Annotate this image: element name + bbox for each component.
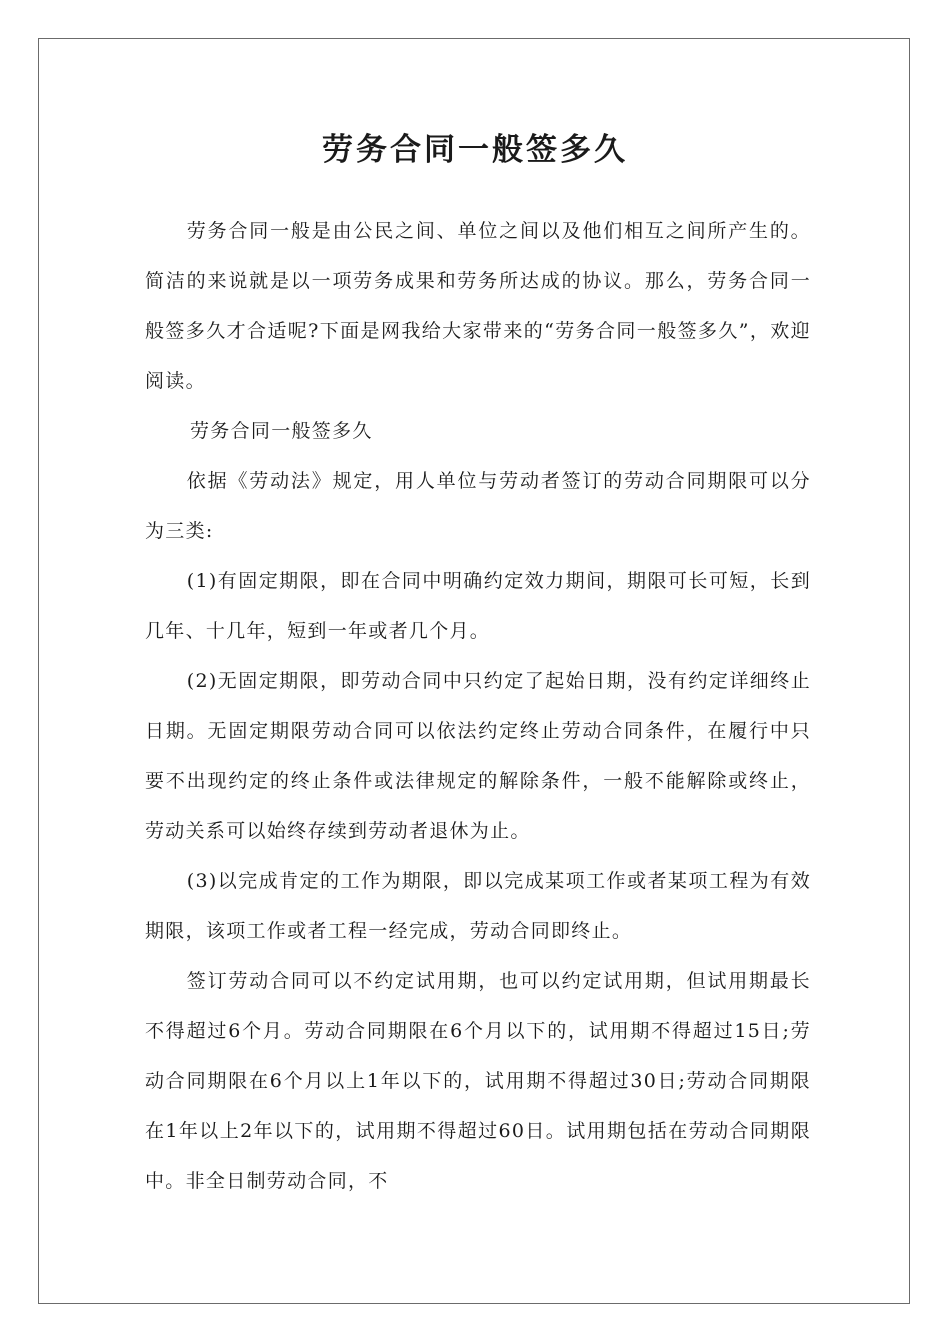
task-based-paragraph: (3)以完成肯定的工作为期限，即以完成某项工作或者某项工程为有效期限，该项工作或者工程一经完成，劳动合同即终止。 [145,870,811,942]
document-title: 劳务合同一般签多久 [322,132,628,168]
section-heading: 劳务合同一般签多久 [190,420,373,442]
open-ended-paragraph: (2)无固定期限，即劳动合同中只约定了起始日期，没有约定详细终止日期。无固定期限劳动合同可以依法约定终止劳动合同条件，在履行中只要不出现约定的终止条件或法律规定的解除条件，一般不能解除或终止，劳动关系可以始终存续到劳动者退休为止。 [145,670,811,842]
intro-paragraph: 劳务合同一般是由公民之间、单位之间以及他们相互之间所产生的。简洁的来说就是以一项劳务成果和劳务所达成的协议。那么，劳务合同一般签多久才合适呢?下面是网我给大家带来的“劳务合同一般签多久”，欢迎阅读。 [145,220,811,392]
document-body [145,206,811,1206]
probation-paragraph: 签订劳动合同可以不约定试用期，也可以约定试用期，但试用期最长不得超过6个月。劳动合同期限在6个月以下的，试用期不得超过15日;劳动合同期限在6个月以上1年以下的，试用期不得超过30日;劳动合同期限在1年以上2年以下的，试用期不得超过60日。试用期包括在劳动合同期限中。非全日制劳动合同，不 [145,970,811,1192]
fixed-term-paragraph: (1)有固定期限，即在合同中明确约定效力期间，期限可长可短，长到几年、十几年，短到一年或者几个月。 [145,570,811,642]
law-basis-paragraph: 依据《劳动法》规定，用人单位与劳动者签订的劳动合同期限可以分为三类: [145,470,811,542]
